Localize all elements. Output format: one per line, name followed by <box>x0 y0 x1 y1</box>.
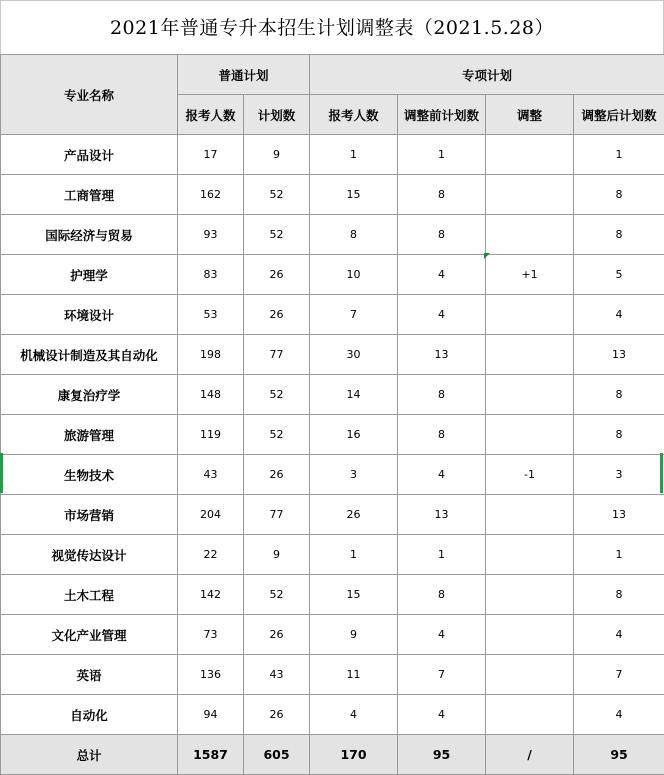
cell-sp-after[interactable]: 1 <box>574 135 664 175</box>
cell-adjust[interactable] <box>486 695 574 735</box>
total-row <box>1 735 664 775</box>
cell-sp-after[interactable]: 8 <box>574 415 664 455</box>
cell-sp-before[interactable]: 4 <box>398 455 486 495</box>
table-row <box>1 655 664 695</box>
cell-sp-after[interactable]: 13 <box>574 495 664 535</box>
cell-reg-plan[interactable]: 77 <box>244 335 310 375</box>
cell-adjust[interactable] <box>486 295 574 335</box>
cell-sp-after[interactable]: 4 <box>574 615 664 655</box>
cell-reg-applicants[interactable]: 119 <box>178 415 244 455</box>
header-special-plan[interactable]: 专项计划 <box>310 55 664 95</box>
cell-sp-applicants[interactable]: 9 <box>310 615 398 655</box>
cell-reg-applicants[interactable]: 17 <box>178 135 244 175</box>
cell-sp-applicants[interactable]: 10 <box>310 255 398 295</box>
table-row <box>1 335 664 375</box>
header-row-group <box>1 55 664 95</box>
cell-major[interactable]: 护理学 <box>1 255 178 295</box>
cell-sp-after[interactable]: 8 <box>574 375 664 415</box>
cell-major[interactable]: 市场营销 <box>1 495 178 535</box>
cell-reg-plan[interactable]: 77 <box>244 495 310 535</box>
cell-reg-applicants[interactable]: 204 <box>178 495 244 535</box>
cell-reg-plan[interactable]: 26 <box>244 695 310 735</box>
cell-major[interactable]: 机械设计制造及其自动化 <box>1 335 178 375</box>
cell-reg-plan[interactable]: 9 <box>244 135 310 175</box>
cell-sp-after[interactable]: 4 <box>574 695 664 735</box>
cell-sp-applicants[interactable]: 30 <box>310 335 398 375</box>
cell-sp-after[interactable]: 8 <box>574 575 664 615</box>
cell-sp-before[interactable]: 1 <box>398 535 486 575</box>
cell-major[interactable]: 生物技术 <box>1 455 178 495</box>
header-sp-plan-after[interactable]: 调整后计划数 <box>574 95 664 135</box>
cell-adjust[interactable] <box>486 135 574 175</box>
row-selection-left-marker <box>0 453 3 493</box>
cell-sp-after[interactable]: 5 <box>574 255 664 295</box>
cell-sp-before[interactable]: 13 <box>398 495 486 535</box>
cell-reg-applicants[interactable]: 93 <box>178 215 244 255</box>
header-regular-plan[interactable]: 普通计划 <box>178 55 310 95</box>
table-row <box>1 135 664 175</box>
header-reg-plan[interactable]: 计划数 <box>244 95 310 135</box>
cell-reg-applicants[interactable]: 83 <box>178 255 244 295</box>
cell-sp-applicants[interactable]: 15 <box>310 175 398 215</box>
table-row <box>1 495 664 535</box>
cell-adjust[interactable] <box>486 375 574 415</box>
cell-adjust[interactable] <box>486 535 574 575</box>
cell-reg-applicants[interactable]: 198 <box>178 335 244 375</box>
comment-indicator-icon <box>484 253 490 259</box>
cell-major[interactable]: 自动化 <box>1 695 178 735</box>
cell-sp-before[interactable]: 4 <box>398 295 486 335</box>
table-row <box>1 175 664 215</box>
cell-reg-plan[interactable]: 52 <box>244 575 310 615</box>
cell-reg-applicants[interactable]: 43 <box>178 455 244 495</box>
cell-sp-applicants[interactable]: 1 <box>310 135 398 175</box>
table-row <box>1 215 664 255</box>
cell-reg-plan[interactable]: 26 <box>244 295 310 335</box>
cell-major[interactable]: 工商管理 <box>1 175 178 215</box>
cell-major[interactable]: 土木工程 <box>1 575 178 615</box>
sheet-title: 2021年普通专升本招生计划调整表（2021.5.28） <box>0 0 664 54</box>
cell-sp-applicants[interactable]: 26 <box>310 495 398 535</box>
cell-sp-applicants[interactable]: 3 <box>310 455 398 495</box>
cell-sp-applicants[interactable]: 1 <box>310 535 398 575</box>
cell-reg-applicants[interactable]: 73 <box>178 615 244 655</box>
total-cell-sp-after[interactable]: 95 <box>574 735 664 775</box>
cell-major[interactable]: 国际经济与贸易 <box>1 215 178 255</box>
cell-reg-plan[interactable]: 52 <box>244 215 310 255</box>
cell-sp-before[interactable]: 8 <box>398 375 486 415</box>
cell-sp-after[interactable]: 13 <box>574 335 664 375</box>
table-row <box>1 615 664 655</box>
cell-reg-plan[interactable]: 52 <box>244 375 310 415</box>
table-row <box>1 375 664 415</box>
cell-adjust[interactable] <box>486 335 574 375</box>
cell-sp-before[interactable]: 8 <box>398 215 486 255</box>
cell-reg-applicants[interactable]: 22 <box>178 535 244 575</box>
cell-major[interactable]: 文化产业管理 <box>1 615 178 655</box>
cell-adjust[interactable] <box>486 575 574 615</box>
cell-sp-before[interactable]: 7 <box>398 655 486 695</box>
cell-reg-applicants[interactable]: 148 <box>178 375 244 415</box>
cell-sp-applicants[interactable]: 11 <box>310 655 398 695</box>
cell-reg-applicants[interactable]: 136 <box>178 655 244 695</box>
total-cell-adjust[interactable]: / <box>486 735 574 775</box>
cell-sp-before[interactable]: 4 <box>398 695 486 735</box>
table-row <box>1 575 664 615</box>
cell-adjust[interactable] <box>486 655 574 695</box>
cell-sp-applicants[interactable]: 15 <box>310 575 398 615</box>
cell-sp-after[interactable]: 7 <box>574 655 664 695</box>
cell-sp-before[interactable]: 1 <box>398 135 486 175</box>
cell-reg-plan[interactable]: 52 <box>244 415 310 455</box>
cell-sp-before[interactable]: 8 <box>398 575 486 615</box>
cell-major[interactable]: 视觉传达设计 <box>1 535 178 575</box>
cell-sp-after[interactable]: 1 <box>574 535 664 575</box>
cell-major[interactable]: 环境设计 <box>1 295 178 335</box>
cell-adjust[interactable] <box>486 615 574 655</box>
cell-sp-applicants[interactable]: 7 <box>310 295 398 335</box>
header-reg-applicants[interactable]: 报考人数 <box>178 95 244 135</box>
cell-sp-after[interactable]: 3 <box>574 455 664 495</box>
total-cell-major[interactable]: 总计 <box>1 735 178 775</box>
cell-sp-before[interactable]: 13 <box>398 335 486 375</box>
total-cell-sp-before[interactable]: 95 <box>398 735 486 775</box>
cell-major[interactable]: 产品设计 <box>1 135 178 175</box>
row-selection-right-marker <box>660 453 663 493</box>
cell-sp-before[interactable]: 4 <box>398 615 486 655</box>
cell-major[interactable]: 康复治疗学 <box>1 375 178 415</box>
table-row <box>1 295 664 335</box>
table-row <box>1 455 664 495</box>
cell-reg-applicants[interactable]: 53 <box>178 295 244 335</box>
total-cell-reg-plan[interactable]: 605 <box>244 735 310 775</box>
cell-reg-plan[interactable]: 43 <box>244 655 310 695</box>
cell-sp-applicants[interactable]: 8 <box>310 215 398 255</box>
cell-adjust[interactable] <box>486 415 574 455</box>
cell-sp-before[interactable]: 4 <box>398 255 486 295</box>
cell-sp-applicants[interactable]: 16 <box>310 415 398 455</box>
cell-sp-after[interactable]: 8 <box>574 215 664 255</box>
total-cell-reg-applicants[interactable]: 1587 <box>178 735 244 775</box>
header-sp-plan-before[interactable]: 调整前计划数 <box>398 95 486 135</box>
header-major[interactable]: 专业名称 <box>1 55 178 135</box>
cell-adjust[interactable] <box>486 215 574 255</box>
cell-adjust[interactable]: +1 <box>486 255 574 295</box>
cell-major[interactable]: 英语 <box>1 655 178 695</box>
cell-major[interactable]: 旅游管理 <box>1 415 178 455</box>
cell-reg-applicants[interactable]: 142 <box>178 575 244 615</box>
plan-table <box>0 54 664 775</box>
cell-adjust[interactable]: -1 <box>486 455 574 495</box>
header-sp-applicants[interactable]: 报考人数 <box>310 95 398 135</box>
cell-sp-before[interactable]: 8 <box>398 175 486 215</box>
table-row <box>1 695 664 735</box>
cell-sp-before[interactable]: 8 <box>398 415 486 455</box>
table-row <box>1 535 664 575</box>
cell-sp-applicants[interactable]: 4 <box>310 695 398 735</box>
table-row <box>1 415 664 455</box>
table-row <box>1 255 664 295</box>
cell-reg-plan[interactable]: 26 <box>244 615 310 655</box>
cell-adjust[interactable] <box>486 175 574 215</box>
total-cell-sp-applicants[interactable]: 170 <box>310 735 398 775</box>
cell-reg-plan[interactable]: 52 <box>244 175 310 215</box>
cell-reg-plan[interactable]: 9 <box>244 535 310 575</box>
cell-reg-plan[interactable]: 26 <box>244 455 310 495</box>
cell-sp-applicants[interactable]: 14 <box>310 375 398 415</box>
cell-reg-applicants[interactable]: 162 <box>178 175 244 215</box>
header-sp-adjust[interactable]: 调整 <box>486 95 574 135</box>
cell-adjust[interactable] <box>486 495 574 535</box>
cell-reg-plan[interactable]: 26 <box>244 255 310 295</box>
cell-reg-applicants[interactable]: 94 <box>178 695 244 735</box>
cell-sp-after[interactable]: 4 <box>574 295 664 335</box>
cell-sp-after[interactable]: 8 <box>574 175 664 215</box>
